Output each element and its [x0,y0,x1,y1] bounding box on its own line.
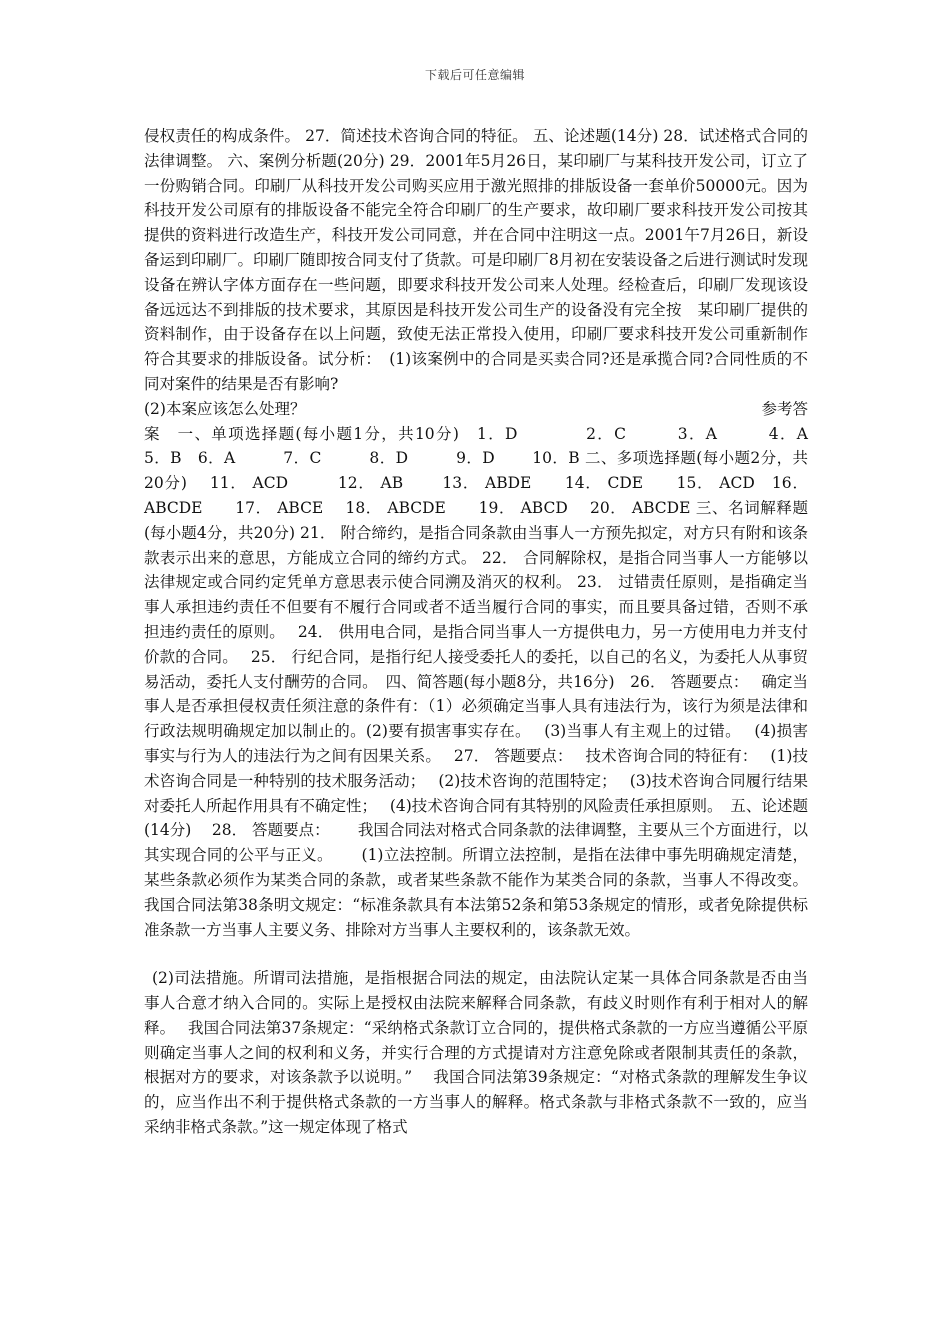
case-question-paragraph: 侵权责任的构成条件。 27．简述技术咨询合同的特征。 五、论述题(14分) 28．试述格式合同的法律调整。 六、案例分析题(20分) 29．2001年5月26日，某印刷厂与某科技开发公司，订立了一份购销合同。印刷厂从科技开发公司购买应用于激光照排的排版设备一套单价50000元。因为科技开发公司原有的排版设备不能完全符合印刷厂的生产要求，故印刷厂要求科技开发公司按其提供的资料进行改造生产，科技开发公司同意，并在合同中注明这一点。2001午7月26日，新设备运到印刷厂。印刷厂随即按合同支付了货款。可是印刷厂8月初在安装设备之后进行测试时发现设备在辨认字体方面存在一些问题，即要求科技开发公司来人处理。经检查后，印刷厂发现该设备远远达不到排版的技术要求，其原因是科技开发公司生产的设备没有完全按 某印刷厂提供的资料制作，由于设备存在以上问题，致使无法正常投入使用，印刷厂要求科技开发公司重新制作符合其要求的排版设备。试分析： (1)该案例中的合同是买卖合同?还是承揽合同?合同性质的不同对案件的结果是否有影响? [144,127,808,393]
answers-paragraph: 案 一、单项选择题(每小题1分，共10分) 1．D 2．C 3．A 4．A 5．B 6．A 7．C 8．D 9．D 10．B 二、多项选择题(每小题2分，共20分) 11． ACD 12． AB 13． ABDE 14． CDE 15． ACD 16． ABCDE 17． ABCE 18． ABCDE 19． ABCD 20． ABCDE 三、名词解释题(每小题4分，共20分) 21． 附合缔约，是指合同条款由当事人一方预先拟定，对方只有附和该条款表示出来的意思，方能成立合同的缔约方式。 22． 合同解除权，是指合同当事人一方能够以法律规定或合同约定凭单方意思表示使合同溯及消灭的权利。 23． 过错责任原则，是指确定当事人承担违约责任不但要有不履行合同或者不适当履行合同的事实，而且要具备过错，否则不承担违约责任的原则。 24． 供用电合同，是指合同当事人一方提供电力，另一方使用电力并支付价款的合同。 25． 行纪合同，是指行纪人接受委托人的委托，以自己的名义，为委托人从事贸易活动，委托人支付酬劳的合同。 四、简答题(每小题8分，共16分) 26． 答题要点： 确定当事人是否承担侵权责任须注意的条件有：（1）必须确定当事人具有违法行为，该行为须是法律和行政法规明确规定加以制止的。(2)要有损害事实存在。 (3)当事人有主观上的过错。 (4)损害事实与行为人的违法行为之间有因果关系。 27． 答题要点： 技术咨询合同的特征有： (1)技术咨询合同是一种特别的技术服务活动； (2)技术咨询的范围特定； (3)技术咨询合同履行结果对委托人所起作用具有不确定性； (4)技术咨询合同有其特别的风险责任承担原则。 五、论述题(14分) 28． 答题要点： 我国合同法对格式合同条款的法律调整，主要从三个方面进行，以其实现合同的公平与正义。 (1)立法控制。所谓立法控制，是指在法律中事先明确规定清楚，某些条款必须作为某类合同的条款，或者某些条款不能作为某类合同的条款，当事人不得改变。我国合同法第38条明文规定：“标准条款具有本法第52条和第53条规定的情形，或者免除提供标准条款一方当事人主要义务、排除对方当事人主要权利的，该条款无效。 [144,424,840,939]
document-body [144,124,840,1140]
page-header: 下载后可任意编辑 [424,68,525,82]
paragraph-gap [144,942,808,966]
question-two: (2)本案应该怎么处理？ [144,399,306,418]
judicial-measures-paragraph: (2)司法措施。所谓司法措施，是指根据合同法的规定，由法院认定某一具体合同条款是否由当事人合意才纳入合同的。实际上是授权由法院来解释合同条款，有歧义时则作有利于相对人的解释。 我国合同法第37条规定：“采纳格式条款订立合同的，提供格式条款的一方应当遵循公平原则确定当事人之间的权利和义务，并实行合理的方式提请对方注意免除或者限制其责任的条款，根据对方的要求，对该条款予以说明。” 我国合同法第39条规定：“对格式条款的理解发生争议的，应当作出不利于提供格式条款的一方当事人的解释。格式条款与非格式条款不一致的，应当采纳非格式条款。”这一规定体现了格式 [144,969,808,1137]
question-answer-line [144,397,808,422]
answer-heading: 参考答 [761,399,808,418]
